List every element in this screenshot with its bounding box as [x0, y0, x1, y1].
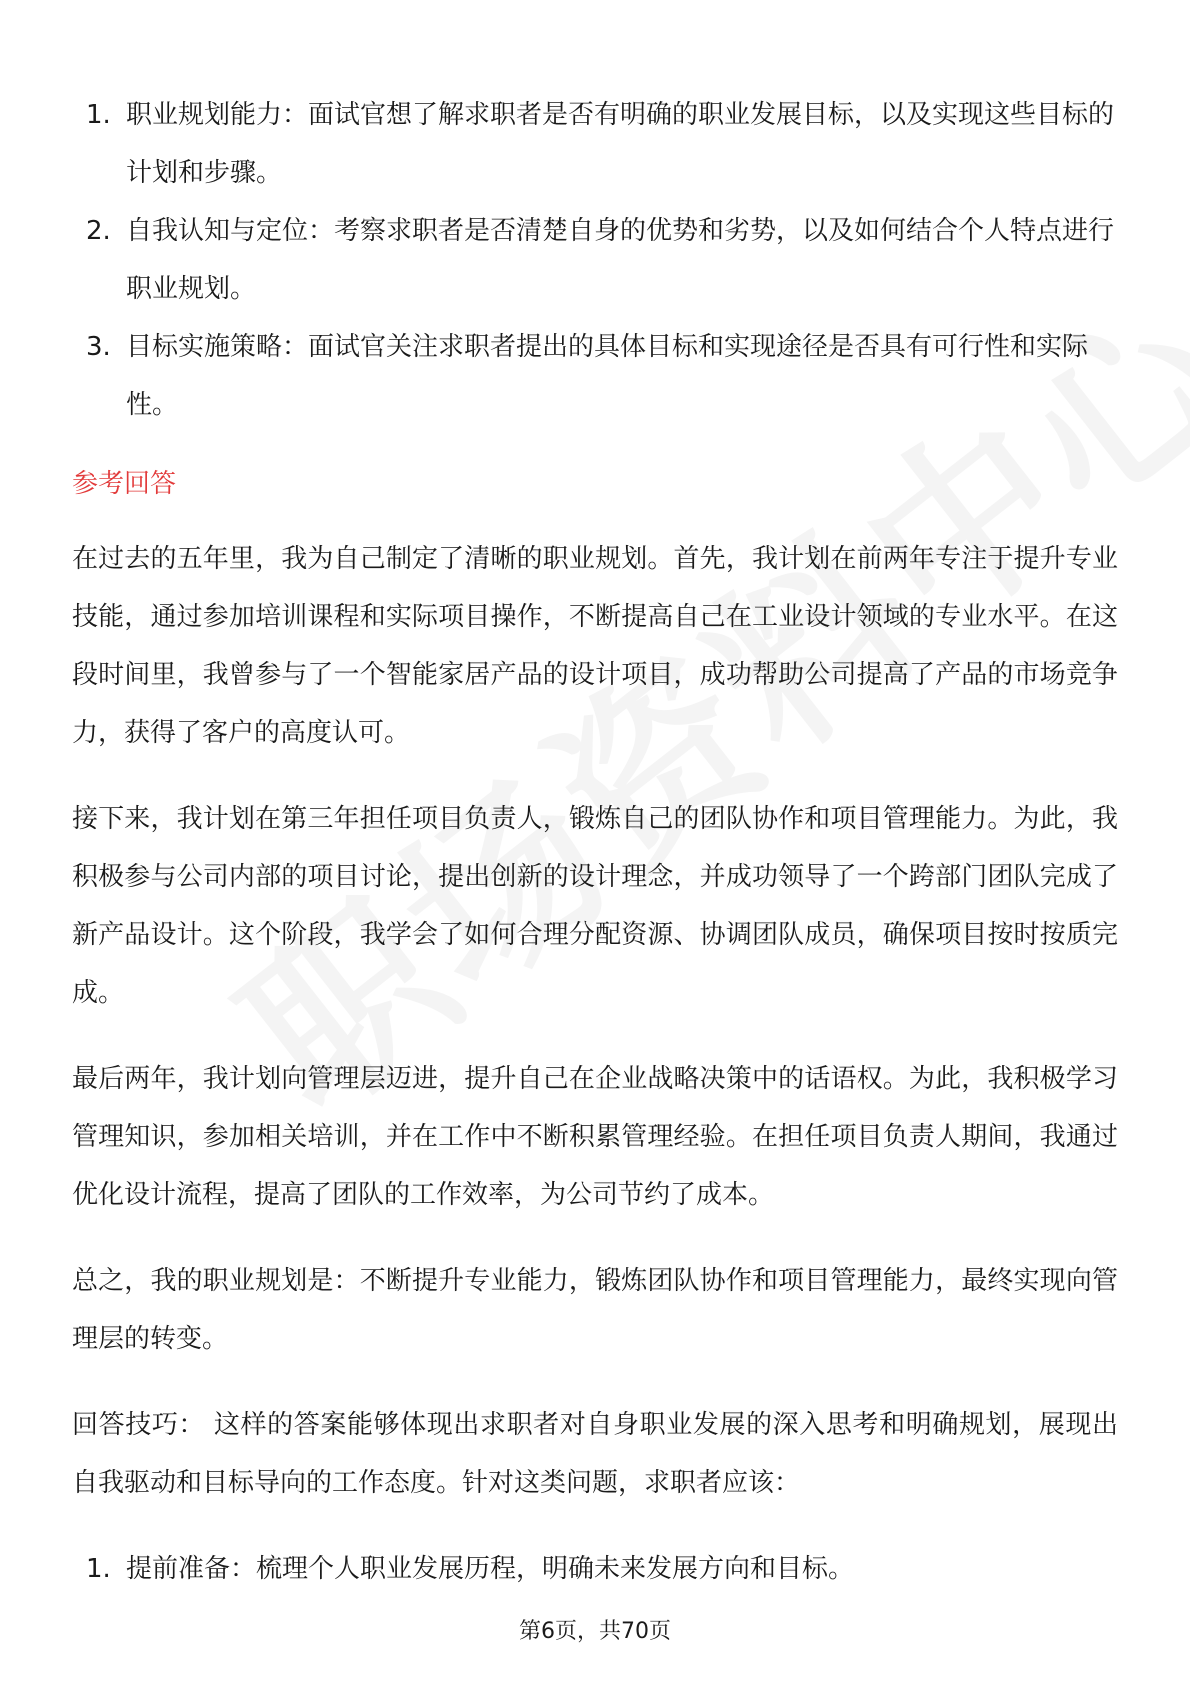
list-item-text: 职业规划能力：面试官想了解求职者是否有明确的职业发展目标，以及实现这些目标的计划和步骤。: [126, 100, 1115, 188]
list-item: [72, 86, 1118, 202]
list-item-text: 目标实施策略：面试官关注求职者提出的具体目标和实现途径是否具有可行性和实际性。: [126, 332, 1089, 420]
paragraph: 最后两年，我计划向管理层迈进，提升自己在企业战略决策中的话语权。为此，我积极学习管理知识，参加相关培训，并在工作中不断积累管理经验。在担任项目负责人期间，我通过优化设计流程，提高了团队的工作效率，为公司节约了成本。: [72, 1064, 1118, 1210]
paragraph: 总之，我的职业规划是：不断提升专业能力，锻炼团队协作和项目管理能力，最终实现向管理层的转变。: [72, 1266, 1118, 1354]
list-item-number: 3.: [86, 332, 111, 362]
paragraph: 接下来，我计划在第三年担任项目负责人，锻炼自己的团队协作和项目管理能力。为此，我积极参与公司内部的项目讨论，提出创新的设计理念，并成功领导了一个跨部门团队完成了新产品设计。这个阶段，我学会了如何合理分配资源、协调团队成员，确保项目按时按质完成。: [72, 804, 1118, 1008]
evaluation-points-list: [72, 86, 1118, 434]
document-page: [72, 86, 1118, 1598]
list-item-text: 自我认知与定位：考察求职者是否清楚自身的优势和劣势，以及如何结合个人特点进行职业规划。: [126, 216, 1115, 304]
paragraph-answer-tips: 回答技巧： 这样的答案能够体现出求职者对自身职业发展的深入思考和明确规划，展现出自我驱动和目标导向的工作态度。针对这类问题，求职者应该：: [72, 1410, 1118, 1498]
page-footer: 第6页，共70页: [519, 1619, 671, 1644]
list-item-number: 1.: [86, 100, 111, 130]
list-item: [72, 202, 1118, 318]
tips-list: [72, 1540, 1118, 1598]
section-title-reference-answer: 参考回答: [72, 469, 177, 499]
list-item-number: 1.: [86, 1554, 111, 1584]
list-item: [72, 318, 1118, 434]
list-item-number: 2.: [86, 216, 111, 246]
paragraph: 在过去的五年里，我为自己制定了清晰的职业规划。首先，我计划在前两年专注于提升专业技能，通过参加培训课程和实际项目操作，不断提高自己在工业设计领域的专业水平。在这段时间里，我曾参与了一个智能家居产品的设计项目，成功帮助公司提高了产品的市场竞争力，获得了客户的高度认可。: [72, 544, 1118, 748]
list-item: [72, 1540, 1118, 1598]
list-item-text: 提前准备：梳理个人职业发展历程，明确未来发展方向和目标。: [126, 1554, 855, 1584]
